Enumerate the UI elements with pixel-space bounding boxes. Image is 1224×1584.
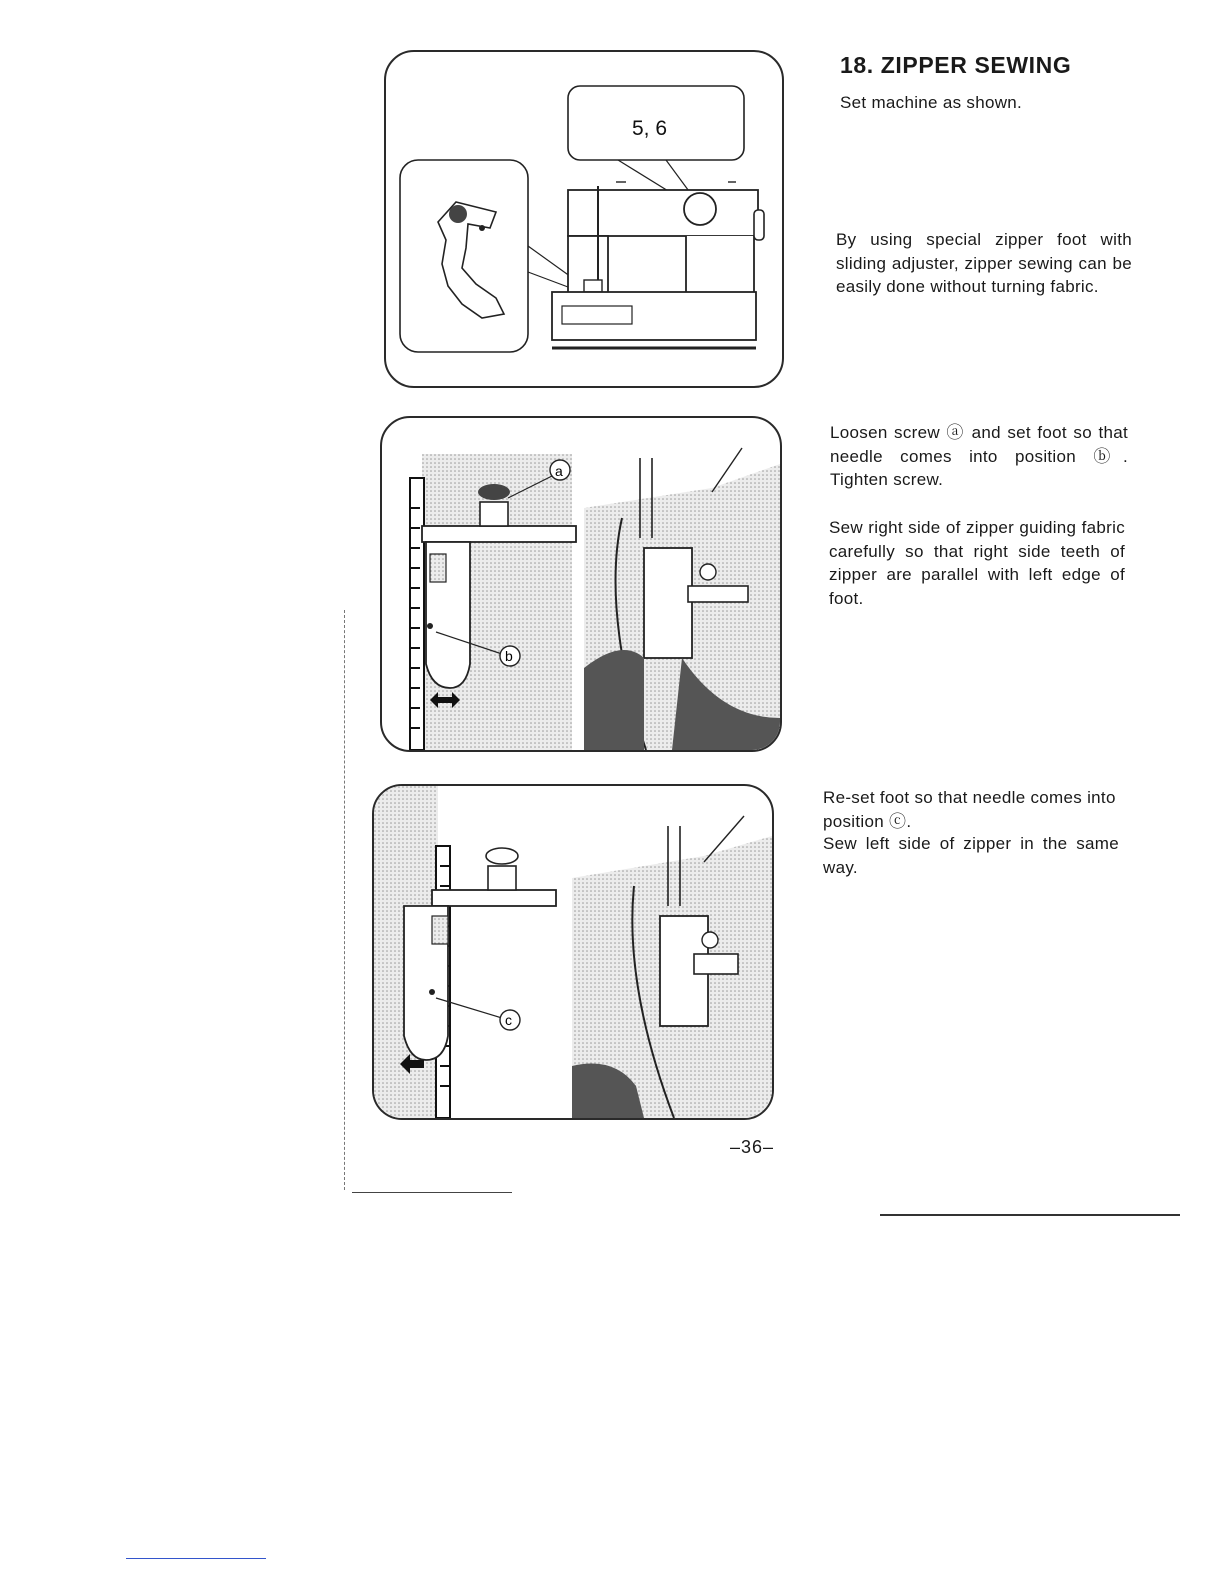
section-heading [840, 52, 1071, 79]
reset-foot-paragraph [823, 786, 1119, 833]
marker-b: ⓑ [1093, 446, 1123, 466]
footer-link-underline [126, 1558, 266, 1559]
label-a: a [555, 463, 563, 479]
loosen-text-3: . Tighten screw. [830, 446, 1128, 489]
page-number: –36– [730, 1137, 775, 1157]
scan-margin-line [344, 610, 345, 1190]
label-c: c [505, 1012, 512, 1028]
figure-machine-setup [384, 50, 784, 388]
reset-text-2: . [906, 811, 912, 831]
intro-paragraph: By using special zipper foot with sliding adjuster, zipper sewing can be easily done without turning fabric. [836, 230, 1132, 296]
machine-illustration [386, 52, 782, 386]
bottom-rule-right [880, 1214, 1180, 1216]
setup-instruction: Set machine as shown. [840, 93, 1023, 112]
loosen-text-1: Loosen screw [830, 423, 947, 442]
marker-a: ⓐ [946, 423, 966, 442]
zipper-foot-right-illustration [382, 418, 780, 750]
label-b: b [505, 648, 513, 664]
section-title: ZIPPER SEWING [880, 52, 1072, 78]
callout-label: 5, 6 [632, 117, 668, 140]
section-number: 18. [840, 52, 874, 78]
zipper-foot-left-illustration [374, 786, 772, 1118]
sew-right-paragraph: Sew right side of zipper guiding fabric carefully so that right side teeth of zipper are parallel with left edge of foot. [829, 518, 1125, 608]
figure-left-side-sewing [372, 784, 774, 1120]
sew-left-paragraph: Sew left side of zipper in the same way. [823, 834, 1119, 877]
figure-right-side-sewing [380, 416, 782, 752]
loosen-text-2: and set foot so that needle comes into position [830, 423, 1128, 466]
reset-text-1: Re-set foot so that needle comes into position [823, 788, 1116, 831]
bottom-rule-left [352, 1192, 512, 1193]
marker-c: ⓒ [889, 811, 907, 831]
loosen-screw-paragraph [830, 421, 1128, 492]
